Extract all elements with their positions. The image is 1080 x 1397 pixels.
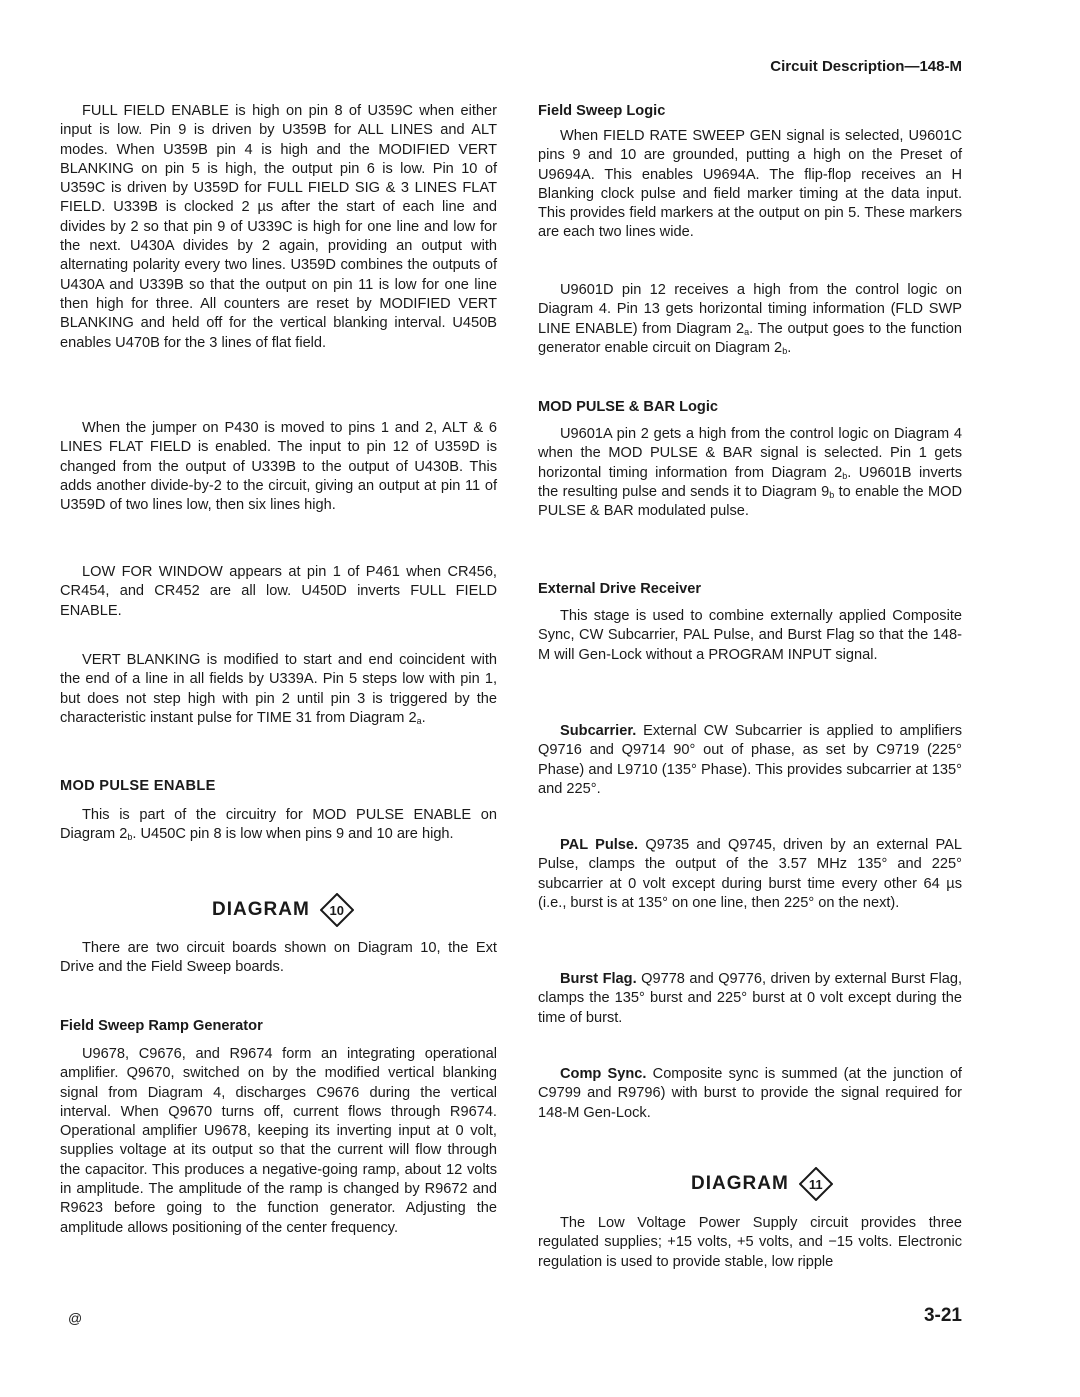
paragraph-mod-pulse-enable — [60, 806, 497, 845]
text: to enable the MOD PULSE & BAR modulated pulse. — [538, 483, 962, 520]
text: . — [421, 709, 426, 726]
run-in-heading: Comp Sync. — [560, 1066, 647, 1082]
text: . U9601B inverts the resulting pulse and sends it to Diagram 9 — [538, 464, 962, 500]
text: VERT BLANKING is modified to start and end coincident with the end of a line in all fields by U339A. Pin 5 steps low with pin 1, but does not step high with pin 2 until pin 3 is triggered by the characteristic instant pulse for TIME 31 from Diagram 2 — [60, 652, 497, 726]
diagram-10-heading — [212, 893, 354, 927]
paragraph-low-voltage-supply: The Low Voltage Power Supply circuit provides three regulated supplies; +15 volts, +5 volts, and −15 volts. Electronic regulation is used to provide stable, low ripple — [538, 1215, 962, 1270]
running-header: Circuit Description—148-M — [770, 58, 962, 75]
paragraph-mod-pulse-bar — [538, 425, 962, 521]
heading-mod-pulse-bar-logic: MOD PULSE & BAR Logic — [538, 399, 718, 415]
footer-mark: @ — [68, 1310, 83, 1326]
page-number: 3-21 — [923, 1305, 962, 1326]
text: . The output goes to the function generator enable circuit on Diagram 2 — [538, 320, 962, 356]
subscript: b — [127, 832, 133, 843]
subscript: a — [416, 715, 422, 726]
paragraph-full-field-enable: FULL FIELD ENABLE is high on pin 8 of U359C when either input is low. Pin 9 is driven by U359B for ALL LINES and ALT modes. When U359B pin 4 is high and the MODIFIED VERT BLANKING on pin 5 is high, the output pin 6 is low. Pin 10 of U359C is driven by U359D for FULL FIELD SIG & 3 LINES FLAT FIELD. U339B is clocked 2 µs after the start of each line and divides by 2 so that pin 9 of U339C is high for one line and low for the next. U430A divides by 2 again, providing an output with alternating polarity every two lines. U359D combines the outputs of U430A and U339B so that the output on pin 11 is low for one line then high for three. All counters are reset by MODIFIED VERT BLANKING and held off for the vertical blanking interval. U450B enables U470B for the 3 lines of flat field. — [60, 103, 497, 351]
run-in-heading: Subcarrier. — [560, 723, 637, 739]
text: . U450C pin 8 is low when pins 9 and 10 are high. — [132, 826, 454, 843]
diagram-number: 10 — [329, 902, 345, 918]
text: This is part of the circuitry for MOD PULSE ENABLE on Diagram 2 — [60, 807, 497, 843]
paragraph-low-for-window: LOW FOR WINDOW appears at pin 1 of P461 when CR456, CR454, and CR452 are all low. U450D inverts FULL FIELD ENABLE. — [60, 564, 497, 619]
diagram-number: 11 — [808, 1176, 823, 1192]
subscript: a — [744, 326, 750, 337]
heading-mod-pulse-enable: MOD PULSE ENABLE — [60, 778, 216, 794]
paragraph-two-boards: There are two circuit boards shown on Diagram 10, the Ext Drive and the Field Sweep boards. — [60, 940, 497, 976]
text: U9601D pin 12 receives a high from the control logic on Diagram 4. Pin 13 gets horizontal timing information (FLD SWP LINE ENABLE) from Diagram 2 — [538, 282, 962, 337]
paragraph-jumper-p430: When the jumper on P430 is moved to pins 1 and 2, ALT & 6 LINES FLAT FIELD is enabled. The input to pin 12 of U359D is changed from the output of U339B to the output of U430B. This adds another divide-by-2 to the circuit, giving an output at pin 11 of U359D of two lines low, then six lines high. — [60, 420, 497, 514]
paragraph-burst-flag — [538, 970, 962, 1028]
subscript: b — [782, 345, 788, 356]
diagram-label: DIAGRAM — [212, 899, 310, 920]
paragraph-external-drive: This stage is used to combine externally applied Composite Sync, CW Subcarrier, PAL Pulse, and Burst Flag so that the 148-M will Gen-Lock without a PROGRAM INPUT signal. — [538, 608, 962, 663]
run-in-heading: Burst Flag. — [560, 971, 637, 987]
text: . — [787, 339, 792, 356]
diagram-11-heading — [691, 1167, 833, 1201]
paragraph-u9601d — [538, 281, 962, 358]
paragraph-field-rate-sweep: When FIELD RATE SWEEP GEN signal is selected, U9601C pins 9 and 10 are grounded, putting a high on the Preset of U9694A. This enables U9694A. The flip-flop receives an H Blanking clock pulse and field marker timing at the data input. This provides field markers at the output on pin 5. These markers are each two lines wide. — [538, 128, 962, 241]
heading-field-sweep-ramp-generator: Field Sweep Ramp Generator — [60, 1018, 263, 1034]
text: External CW Subcarrier is applied to amplifiers Q9716 and Q9714 90° out of phase, as set by C9719 (225° Phase) and L9710 (135° Phase). This provides subcarrier at 135° and 225°. — [538, 723, 962, 797]
diamond-icon — [799, 1167, 833, 1201]
heading-field-sweep-logic: Field Sweep Logic — [538, 103, 666, 119]
paragraph-subcarrier — [538, 722, 962, 799]
run-in-heading: PAL Pulse. — [560, 837, 639, 853]
subscript: b — [829, 489, 835, 500]
paragraph-vert-blanking — [60, 651, 497, 728]
heading-external-drive-receiver: External Drive Receiver — [538, 581, 702, 597]
paragraph-ramp-generator: U9678, C9676, and R9674 form an integrating operational amplifier. Q9670, switched on by the modified vertical blanking signal from Diagram 4, discharges C9676 during the vertical interval. When Q9670 turns off, current flows through R9674. Operational amplifier U9678, keeping its inverting input at 0 volt, supplies voltage at its output so that the current will flow through the capacitor. This produces a negative-going ramp, about 12 volts in amplitude. The amplitude of the ramp is changed by R9672 and R9623 before going to the function generator. Adjusting the amplitude allows positioning of the center frequency. — [60, 1046, 497, 1236]
text: Q9778 and Q9776, driven by external Burst Flag, clamps the 135° burst and 225° burst at 0 volt except during the time of burst. — [538, 971, 963, 1026]
text: Composite sync is summed (at the junction of C9799 and R9796) with burst to provide the signal required for 148-M Gen-Lock. — [538, 1066, 962, 1121]
paragraph-pal-pulse — [538, 836, 962, 913]
subscript: b — [842, 470, 848, 481]
diamond-icon — [320, 893, 354, 927]
diagram-label: DIAGRAM — [691, 1173, 789, 1194]
paragraph-comp-sync — [538, 1065, 962, 1123]
text: U9601A pin 2 gets a high from the control logic on Diagram 4 when the MOD PULSE & BAR signal is selected. Pin 1 gets horizontal timing information from Diagram 2 — [538, 426, 962, 481]
text: Q9735 and Q9745, driven by an external PAL Pulse, clamps the output of the 3.57 MHz 135° and 225° subcarrier at 0 volt except during burst time every other 64 µs (i.e., burst is at 135° on one line, then 225° on the next). — [538, 837, 962, 911]
